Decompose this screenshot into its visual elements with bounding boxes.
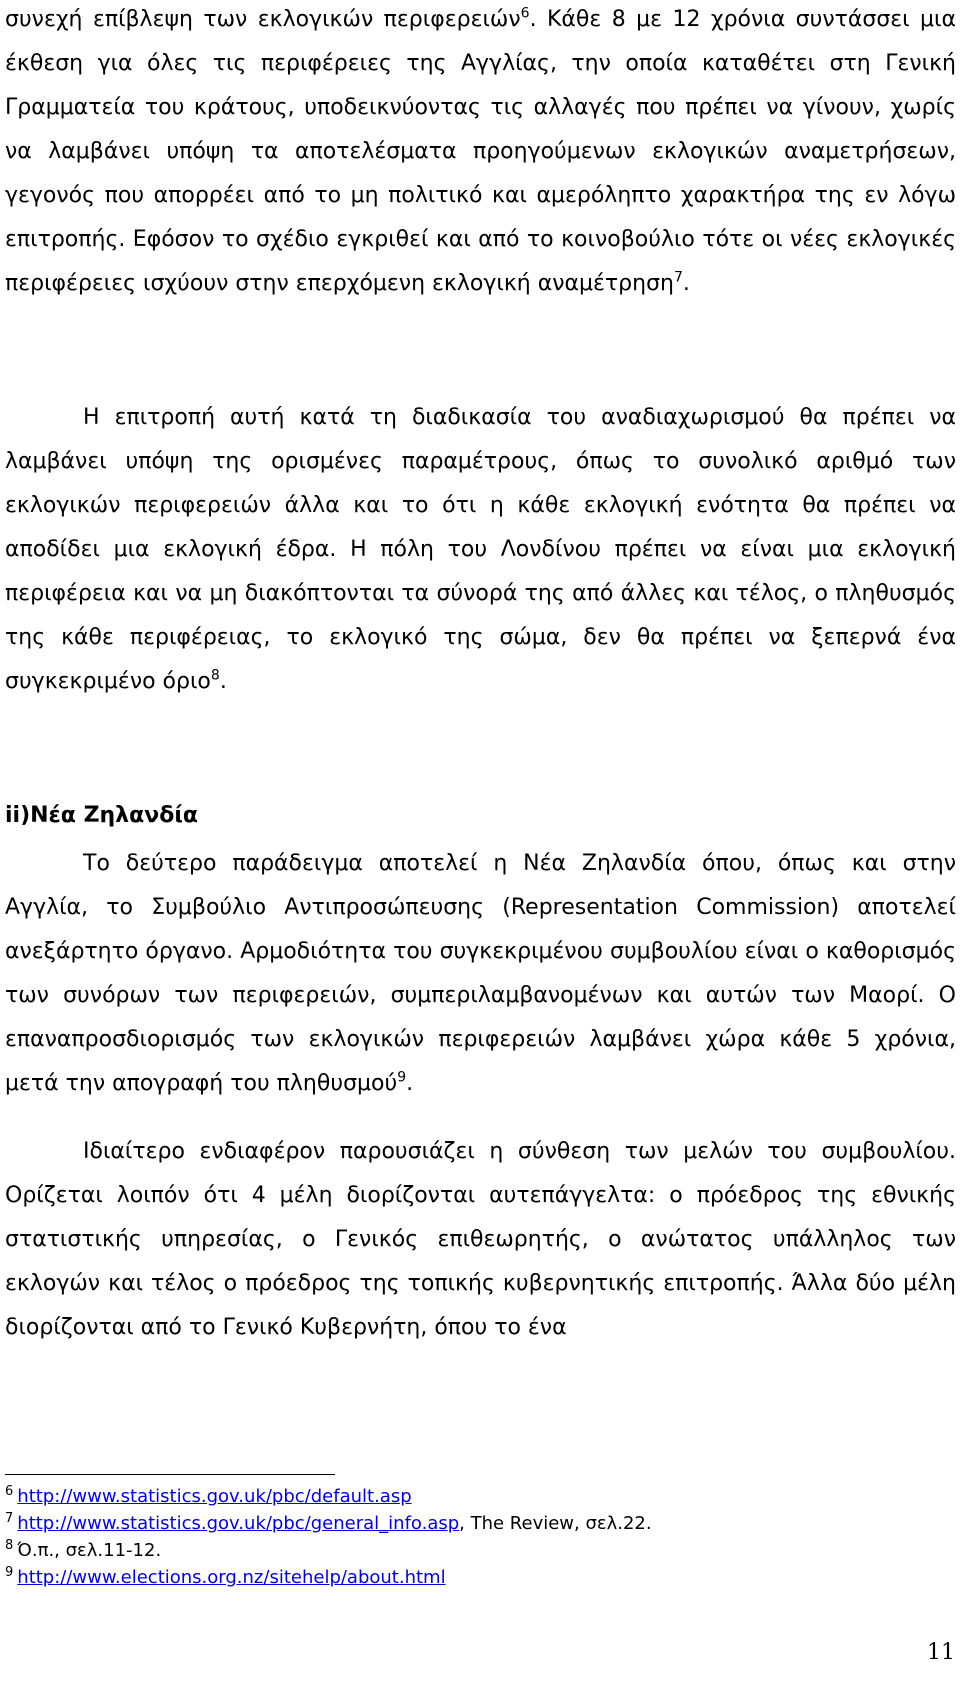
paragraph-3 bbox=[5, 842, 956, 1106]
footnote-9 bbox=[5, 1564, 945, 1591]
footnote-number: 9 bbox=[5, 1565, 14, 1580]
paragraph-2-text-a: Η επιτροπή αυτή κατά τη διαδικασία του αναδιαχωρισμού θα πρέπει να λαμβάνει υπόψη της ορισμένες παραμέτρους, όπως το συνολικό αριθμό των εκλογικών περιφερειών άλλα και το ότι η κάθε εκλογική ενότητα θα πρέπει να αποδίδει μια εκλογική έδρα. Η πόλη του Λονδίνου πρέπει να είναι μια εκλογική περιφέρεια και να μη διακόπτονται τα σύνορά της από άλλες και τέλος, ο πληθυσμός της κάθε περιφέρειας, το εκλογικό της σώμα, δεν θα πρέπει να ξεπερνά ένα συγκεκριμένο όριο bbox=[5, 405, 956, 694]
footnote-7 bbox=[5, 1510, 945, 1537]
paragraph-1 bbox=[5, 0, 956, 306]
paragraph-4: Ιδιαίτερο ενδιαφέρον παρουσιάζει η σύνθεση των μελών του συμβουλίου. Ορίζεται λοιπόν ότι 4 μέλη διορίζονται αυτεπάγγελτα: ο πρόεδρος της εθνικής στατιστικής υπηρεσίας, ο Γενικός επιθεωρητής, ο ανώτατος υπάλληλος των εκλογών και τέλος ο πρόεδρος της τοπικής κυβερνητικής επιτροπής. Άλλα δύο μέλη διορίζονται από το Γενικό Κυβερνήτη, όπου το ένα bbox=[5, 1139, 956, 1340]
footnotes bbox=[5, 1483, 945, 1591]
paragraph-2 bbox=[5, 396, 956, 704]
footnote-link[interactable]: http://www.elections.org.nz/sitehelp/about.html bbox=[17, 1567, 446, 1588]
footnote-ref-7[interactable]: 7 bbox=[673, 269, 683, 286]
footnote-ref-8[interactable]: 8 bbox=[210, 667, 220, 684]
paragraph-2-text-b: . bbox=[219, 669, 227, 694]
paragraph-1-text-c: . bbox=[682, 271, 690, 296]
footnote-text: Ό.π., σελ.11-12. bbox=[17, 1540, 162, 1561]
footnote-text: , The Review, σελ.22. bbox=[459, 1513, 652, 1534]
paragraph-3-text-b: . bbox=[406, 1071, 414, 1096]
footnote-number: 8 bbox=[5, 1538, 14, 1553]
page-number: 11 bbox=[927, 1640, 955, 1665]
paragraph-1-text-a: συνεχή επίβλεψη των εκλογικών περιφερειών bbox=[5, 7, 521, 32]
footnote-8 bbox=[5, 1537, 945, 1564]
footnote-separator bbox=[5, 1474, 335, 1475]
footnote-link[interactable]: http://www.statistics.gov.uk/pbc/general_info.asp bbox=[17, 1513, 460, 1534]
section-heading-new-zealand: ii)Νέα Ζηλανδία bbox=[5, 803, 199, 828]
footnote-link[interactable]: http://www.statistics.gov.uk/pbc/default.asp bbox=[17, 1486, 412, 1507]
footnote-ref-6[interactable]: 6 bbox=[520, 5, 530, 22]
footnote-number: 7 bbox=[5, 1511, 14, 1526]
footnote-ref-9[interactable]: 9 bbox=[397, 1069, 407, 1086]
paragraph-1-text-b: . Κάθε 8 με 12 χρόνια συντάσσει μια έκθεση για όλες τις περιφέρειες της Αγγλίας, την οποία καταθέτει στη Γενική Γραμματεία του κράτους, υποδεικνύοντας τις αλλαγές που πρέπει να γίνουν, χωρίς να λαμβάνει υπόψη τα αποτελέσματα προηγούμενων εκλογικών αναμετρήσεων, γεγονός που απορρέει από το μη πολιτικό και αμερόληπτο χαρακτήρα της εν λόγω επιτροπής. Εφόσον το σχέδιο εγκριθεί και από το κοινοβούλιο τότε οι νέες εκλογικές περιφέρειες ισχύουν στην επερχόμενη εκλογική αναμέτρηση bbox=[5, 7, 956, 296]
footnote-number: 6 bbox=[5, 1484, 14, 1499]
paragraph-3-text-a: Το δεύτερο παράδειγμα αποτελεί η Νέα Ζηλανδία όπου, όπως και στην Αγγλία, το Συμβούλιο Αντιπροσώπευσης (Representation Commission) αποτελεί ανεξάρτητο όργανο. Αρμοδιότητα του συγκεκριμένου συμβουλίου είναι ο καθορισμός των συνόρων των περιφερειών, συμπεριλαμβανομένων και αυτών των Μαορί. Ο επαναπροσδιορισμός των εκλογικών περιφερειών λαμβάνει χώρα κάθε 5 χρόνια, μετά την απογραφή του πληθυσμού bbox=[5, 851, 956, 1096]
footnote-6 bbox=[5, 1483, 945, 1510]
